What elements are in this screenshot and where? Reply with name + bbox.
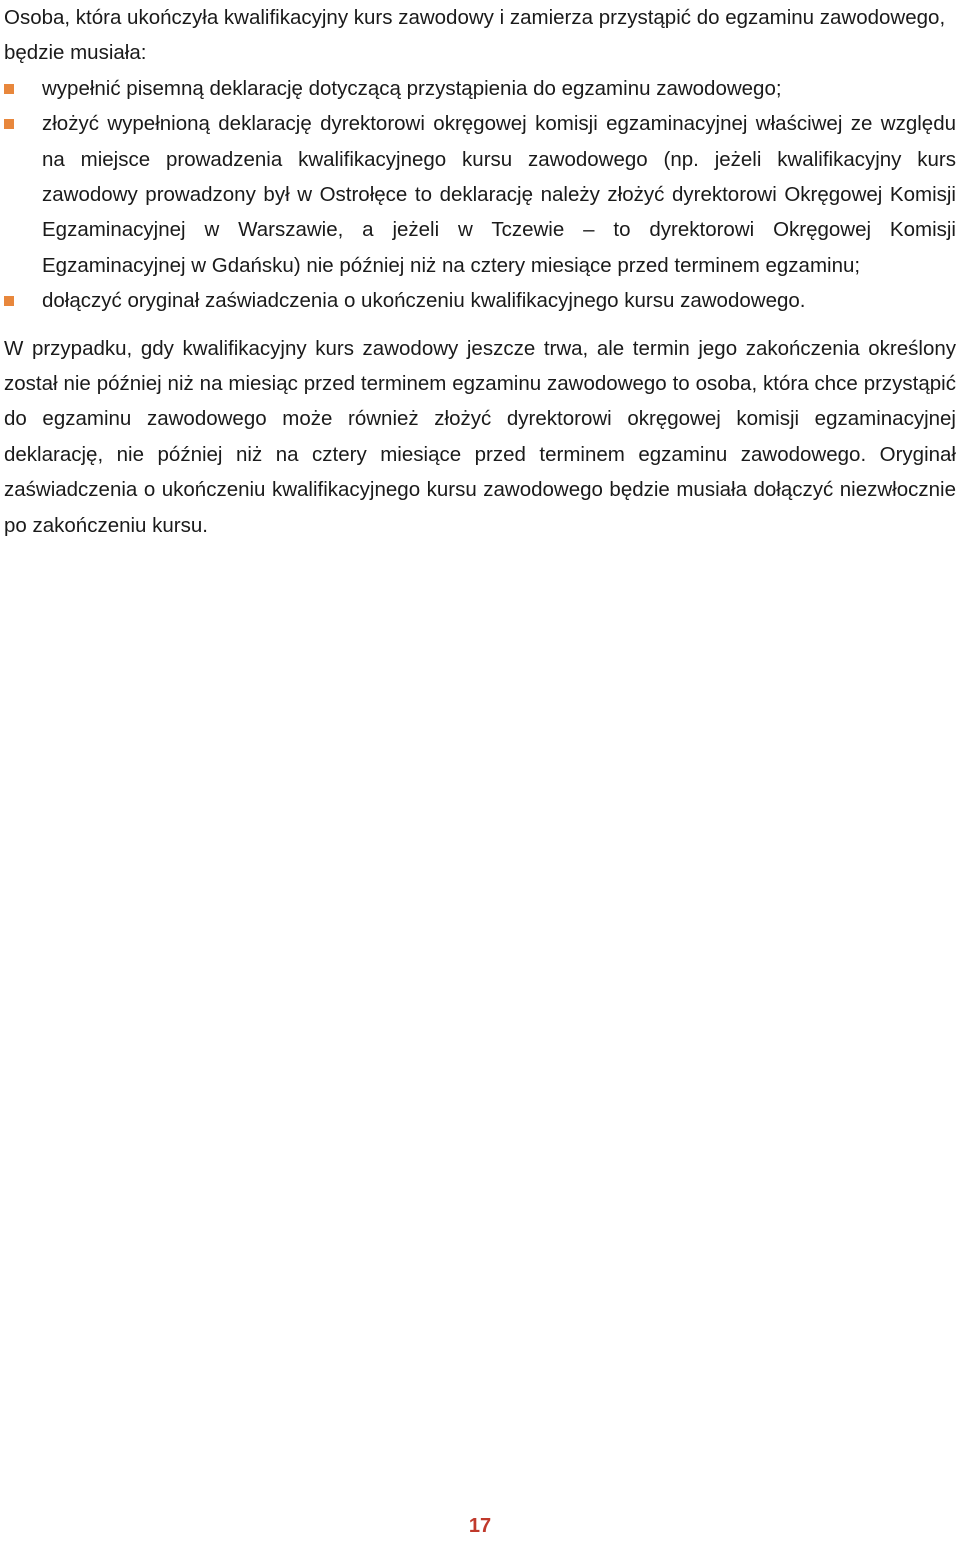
page-number: 17 [468,1515,492,1537]
square-bullet-icon [4,84,14,94]
list-item [4,71,956,106]
list-item-text: złożyć wypełnioną deklarację dyrektorowi okręgowej komisji egzaminacyjnej właściwej ze względu na miejsce prowadzenia kwalifikacyjnego kursu zawodowego (np. jeżeli kwalifikacyjny kurs zawodowy prowadzony był w Ostrołęce to deklarację należy złożyć dyrektorowi Okręgowej Komisji Egzaminacyjnej w Warszawie, a jeżeli w Tczewie – to dyrektorowi Okręgowej Komisji Egzaminacyjnej w Gdańsku) nie później niż na cztery miesiące przed terminem egzaminu; [42,112,956,277]
requirements-list [4,71,956,319]
square-bullet-icon [4,296,14,306]
list-item [4,283,956,318]
intro-paragraph: Osoba, która ukończyła kwalifikacyjny kurs zawodowy i zamierza przystąpić do egzaminu zawodowego, będzie musiała: [4,6,946,65]
body-paragraph: W przypadku, gdy kwalifikacyjny kurs zawodowy jeszcze trwa, ale termin jego zakończenia określony został nie później niż na miesiąc przed terminem egzaminu zawodowego to osoba, która chce przystąpić do egzaminu zawodowego może również złożyć dyrektorowi okręgowej komisji egzaminacyjnej deklarację, nie później niż na cztery miesiące przed terminem egzaminu zawodowego. Oryginał zaświadczenia o ukończeniu kwalifikacyjnego kursu zawodowego będzie musiała dołączyć niezwłocznie po zakończeniu kursu. [4,336,956,537]
list-item [4,106,956,283]
document-body [4,0,956,543]
square-bullet-icon [4,119,14,129]
list-item-text: wypełnić pisemną deklarację dotyczącą przystąpienia do egzaminu zawodowego; [42,76,782,100]
list-item-text: dołączyć oryginał zaświadczenia o ukończeniu kwalifikacyjnego kursu zawodowego. [42,289,806,313]
